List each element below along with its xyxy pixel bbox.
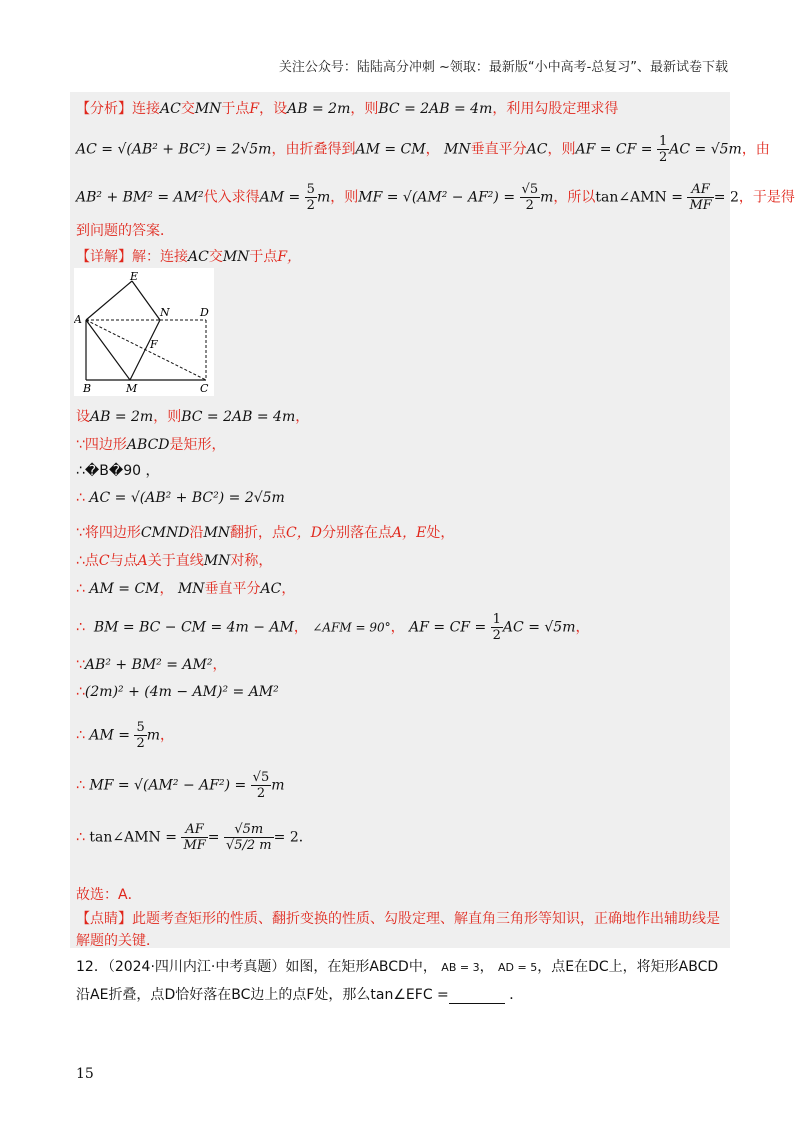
page-number: 15 xyxy=(76,1066,94,1082)
step-3: ∴�B�90 ， xyxy=(76,463,160,479)
analysis-line-1: 【分析】连接AC交MN于点F，设AB = 2m，则BC = 2AB = 4m，利用勾股定理求得 xyxy=(76,101,619,117)
label-A: A xyxy=(74,313,82,326)
analysis-line-3: AB² + BM² = AM²代入求得AM = $\frac{5}{2}$ m，则MF = √(AM² − AF²) = $\frac{√5}{2}$ m，所以tan∠AMN = $\frac{AF}{MF}$ = 2，于是得 xyxy=(76,182,795,213)
page-header: 关注公众号：陆陆高分冲刺 ~领取：最新版“小中高考-总复习”、最新试卷下载 xyxy=(278,60,728,75)
step-9: ∵AB² + BM² = AM²， xyxy=(76,657,227,673)
label-C: C xyxy=(200,382,209,395)
label-N: N xyxy=(160,306,170,319)
label-B: B xyxy=(83,382,92,395)
step-10: ∴(2m)² + (4m − AM)² = AM² xyxy=(76,684,279,700)
label-E: E xyxy=(130,270,139,283)
analysis-line-4: 到问题的答案． xyxy=(76,223,174,239)
fraction: $\frac{1}{2}$ xyxy=(658,134,668,165)
step-1: 设AB = 2m，则BC = 2AB = 4m， xyxy=(76,409,310,425)
step-8: ∴ BM = BC − CM = 4m − AM， ∠AFM = 90°， AF = CF = $\frac{1}{2}$ AC = √5m， xyxy=(76,612,590,643)
step-7: ∴ AM = CM， MN垂直平分AC， xyxy=(76,581,296,597)
choice-line: 故选：A． xyxy=(76,887,142,903)
label-F: F xyxy=(150,338,158,351)
answer-blank[interactable] xyxy=(449,989,505,1004)
step-13: ∴ tan∠AMN = $\frac{AF}{MF}$ = $\frac{√5m}{√5/2 m}$ = 2． xyxy=(76,822,313,853)
question-12-line-2: 沿AE折叠，点D恰好落在BC边上的点F处，那么tan∠EFC = ． xyxy=(76,987,524,1003)
question-12-line-1: 12．（2024·四川内江·中考真题）如图，在矩形ABCD中， AB = 3， AD = 5，点E在DC上，将矩形ABCD xyxy=(76,959,719,975)
comment-line-1: 【点睛】此题考查矩形的性质、翻折变换的性质、勾股定理、解直角三角形等知识，正确地作出辅助线是 xyxy=(76,911,720,927)
detail-title: 【详解】解：连接AC交MN于点F， xyxy=(76,249,302,265)
step-6: ∴点C与点A关于直线MN对称， xyxy=(76,553,273,569)
step-11: ∴ AM = $\frac{5}{2}$ m， xyxy=(76,720,175,751)
step-5: ∵将四边形CMND沿MN翻折，点C，D分别落在点A，E处， xyxy=(76,525,455,541)
step-12: ∴ MF = √(AM² − AF²) = $\frac{√5}{2}$ m xyxy=(76,770,285,801)
label-D: D xyxy=(200,306,209,319)
step-2: ∵四边形ABCD是矩形， xyxy=(76,437,226,453)
analysis-line-2: AC = √(AB² + BC²) = 2√5m，由折叠得到AM = CM， MN垂直平分AC，则AF = CF = $\frac{1}{2}$ AC = √5m，由 xyxy=(76,134,770,165)
geometry-figure xyxy=(74,268,214,396)
step-4: ∴ AC = √(AB² + BC²) = 2√5m xyxy=(76,490,285,506)
label-M: M xyxy=(126,382,138,395)
comment-line-2: 解题的关键． xyxy=(76,933,160,949)
